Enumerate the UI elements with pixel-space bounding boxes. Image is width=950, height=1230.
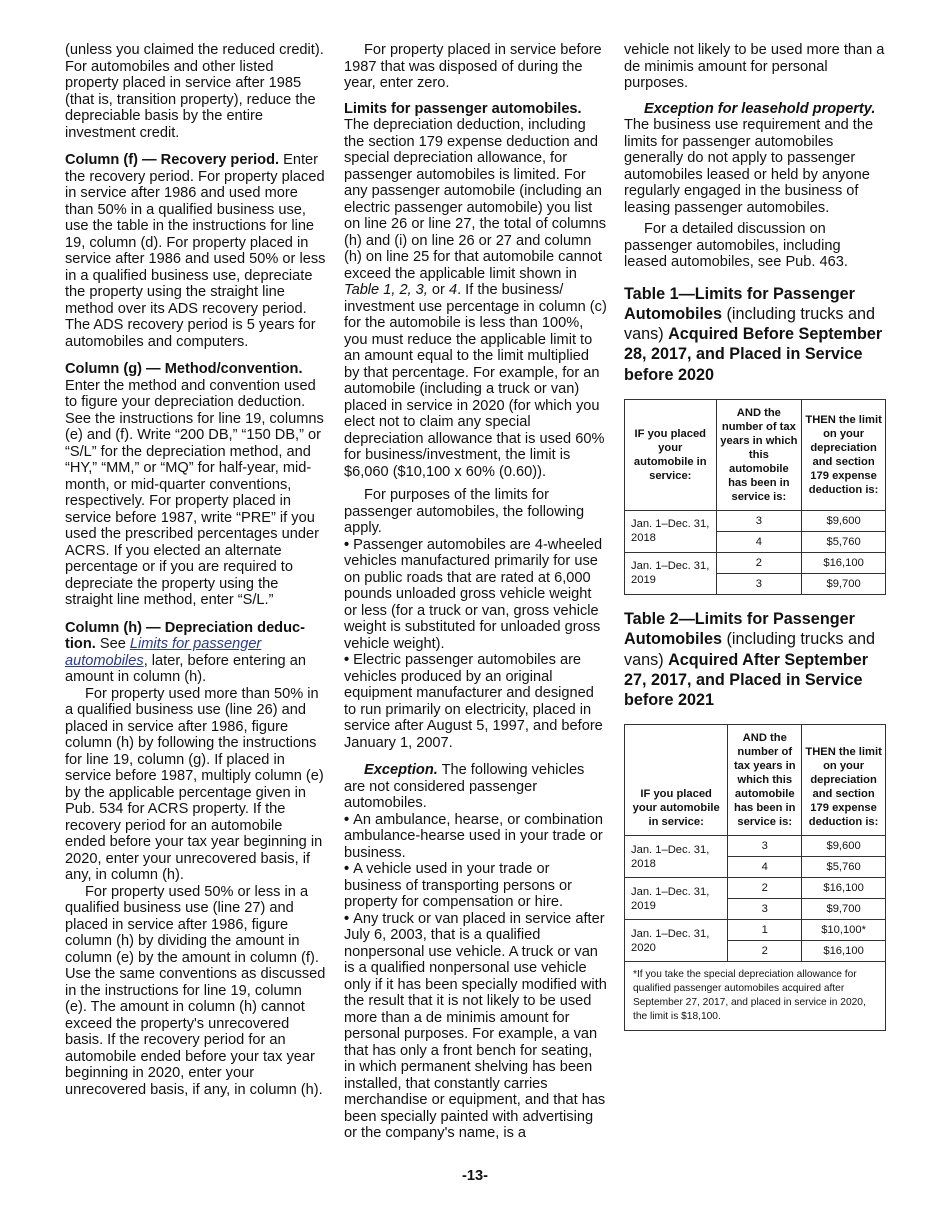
bullet-text: A vehicle used in your trade or business of transporting persons or property for compensation or hire. — [344, 861, 572, 910]
bullet-text: An ambulance, hearse, or combination ambulance-hearse used in your trade or business. — [344, 811, 603, 861]
column-h-see: See — [95, 636, 130, 652]
page-number: -13- — [462, 1168, 488, 1184]
leasehold-section — [624, 101, 886, 217]
table-2-title — [624, 609, 886, 710]
column-f-heading: Column (f) — Recovery period. — [65, 152, 280, 168]
table-2-title-c: Acquired After September 27, 2017, and Placed in Service before 2021 — [624, 650, 869, 710]
exception-section — [344, 762, 607, 812]
table-2-years-cell: 3 — [728, 836, 802, 857]
column-g-text: Enter the method and convention used to figure your depreciation deduction. See the instructions for line 19, columns (e) and (f). Write “200 DB,” “150 DB,” or “S/L” for the depreciation method, and “HY,” “MM,” or “MQ” for half-year, mid-month, or mid-quarter conventions, respectively. For property placed in service before 1987, write “PRE” if you used the prescribed percentages under ACRS. If you elected an alternate percentage or if you are required to depreciate the property using the straight line method, enter “S/L.” — [65, 377, 324, 608]
paragraph-transition-property: (unless you claimed the reduced credit). For automobiles and other listed property placed in service after 1985 (that is, transition property), reduce the depreciable basis by the entire investment credit. — [65, 42, 324, 141]
table-1-header-placed: IF you placed your automobile in service: — [625, 399, 717, 510]
table-2-years-cell: 4 — [728, 857, 802, 878]
limits-section — [344, 101, 607, 481]
table-2-limit-cell: $10,100* — [802, 920, 886, 941]
bullet-truck-van — [344, 911, 607, 1142]
paragraph-detailed-discussion: For a detailed discussion on passenger automobiles, including leased automobiles, see Pub. 463. — [624, 221, 848, 270]
table-2-footnote: *If you take the special depreciation allowance for qualified passenger automobiles acquired after September 27, 2017, and placed in service in 2020, the limit is $18,100. — [624, 962, 886, 1031]
table-2-years-cell: 3 — [728, 899, 802, 920]
table-2-year: Jan. 1–Dec. 31, 2020 — [625, 920, 728, 962]
column-g-section — [65, 361, 327, 609]
table-2-limit-cell: $16,100 — [802, 941, 886, 962]
table-1-year: Jan. 1–Dec. 31, 2018 — [625, 510, 717, 552]
bullet-passenger-automobiles — [344, 537, 607, 653]
limits-table-ref: Table 1, 2, 3, — [344, 282, 428, 298]
column-f-section — [65, 152, 327, 350]
table-2 — [624, 724, 886, 962]
table-1-title-c: Acquired Before September 28, 2017, and Placed in Service before 2020 — [624, 325, 883, 384]
bullet-text: Electric passenger automobiles are vehicles produced by an original equipment manufacturer and designed to run primarily on electricity, placed in service after August 5, 1997, and before January 1, 2007. — [344, 652, 603, 751]
table-2-title-a: Table 2—Limits for Passenger Automobiles — [624, 609, 855, 649]
table-1-years-cell: 3 — [716, 510, 802, 531]
exception-heading: Exception. — [364, 762, 438, 778]
table-1-title-a: Table 1—Limits for Passenger Automobiles — [624, 284, 855, 323]
bullet-electric-automobiles — [344, 652, 607, 751]
bullet-dot: • — [344, 652, 350, 668]
table-1-years-cell: 3 — [716, 573, 802, 594]
leasehold-heading: Exception for leasehold property. — [644, 100, 876, 117]
column-h-rest: , later, before entering an amount in column (h). — [65, 652, 306, 685]
paragraph-de-minimis: vehicle not likely to be used more than a de minimis amount for personal purposes. — [624, 42, 885, 91]
column-3 — [624, 42, 886, 1031]
column-1 — [65, 42, 327, 1098]
bullet-transport-vehicle — [344, 861, 607, 911]
table-2-limit-cell: $16,100 — [802, 878, 886, 899]
paragraph-purposes: For purposes of the limits for passenger automobiles, the following apply. — [344, 487, 585, 536]
table-1-limit-cell: $5,760 — [802, 531, 886, 552]
limits-heading: Limits for passenger automobiles. — [344, 100, 582, 117]
limits-text-a: The depreciation deduction, including the section 179 expense deduction and special depreciation allowance, for passenger automobiles is limited. For any passenger automobile (including an electric passenger automobile) you list on line 26 or line 27, the total of columns (h) and (i) on line 26 or 27 and column (h) on line 25 for that automobile cannot exceed the applicable limit shown in — [344, 117, 607, 282]
column-f-text: Enter the recovery period. For property placed in service after 1986 and used more than 50% in a qualified business use, use the table in the instructions for line 19, column (d). For property placed in service after 1986 and used 50% or less in a qualified business use, depreciate the property using the straight line method over its ADS recovery period. The ADS recovery period is 5 years for automobiles and computers. — [65, 152, 326, 350]
table-2-year: Jan. 1–Dec. 31, 2018 — [625, 836, 728, 878]
table-1-years-cell: 4 — [716, 531, 802, 552]
column-h-section — [65, 620, 327, 686]
bullet-dot: • — [344, 536, 350, 553]
bullet-dot: • — [344, 910, 350, 927]
table-1-title — [624, 284, 886, 385]
limits-table-4-ref: 4 — [448, 282, 458, 298]
table-1-year: Jan. 1–Dec. 31, 2019 — [625, 552, 717, 594]
table-2-years-cell: 2 — [728, 941, 802, 962]
column-g-heading: Column (g) — Method/convention. — [65, 361, 303, 377]
paragraph-pre-1987: For property placed in service before 1987 that was disposed of during the year, enter zero. — [344, 42, 602, 91]
bullet-dot: • — [344, 861, 350, 877]
table-2-limit-cell: $9,600 — [802, 836, 886, 857]
table-2-limit-cell: $5,760 — [802, 857, 886, 878]
bullet-ambulance — [344, 812, 607, 862]
table-2-header-placed: IF you placed your automobile in service: — [625, 725, 728, 836]
limits-passenger-automobiles-link[interactable]: Limits for passenger automobiles — [65, 636, 262, 669]
leasehold-text: The business use requirement and the limits for passenger automobiles generally do not apply to passenger automobiles leased or held by anyone regularly engaged in the business of leasing passenger automobiles. — [624, 117, 874, 216]
table-1-header-years: AND the number of tax years in which this automobile has been in service is: — [716, 399, 802, 510]
table-1-limit-cell: $9,700 — [802, 573, 886, 594]
paragraph-50-or-less: For property used 50% or less in a qualified business use (line 27) and placed in service after 1986, figure column (h) by dividing the amount in column (e) by the amount in column (f). Use the same conventions as discussed in the instructions for line 19, column (e). The amount in column (h) cannot exceed the property's unrecovered basis. If the recovery period for an automobile ended before your tax year beginning in 2020, enter your unrecovered basis, if any, in column (h). — [65, 883, 326, 1098]
table-2-years-cell: 1 — [728, 920, 802, 941]
table-1-limit-cell: $9,600 — [802, 510, 886, 531]
table-2-limit-cell: $9,700 — [802, 899, 886, 920]
column-2 — [344, 42, 607, 1142]
bullet-text: Any truck or van placed in service after July 6, 2003, that is a qualified nonpersonal use vehicle. A truck or van is a qualified nonpersonal use vehicle only if it has been specially modified with the result that it is not likely to be used more than a de minimis amount for personal purposes. For example, a van that has only a front bench for seating, in which permanent shelving has been installed, that constantly carries merchandise or equipment, and that has been specially painted with advertising or the company's name, is a — [344, 910, 607, 1141]
table-1-years-cell: 2 — [716, 552, 802, 573]
table-1-header-limit: THEN the limit on your depreciation and section 179 expense deduction is: — [802, 399, 886, 510]
paragraph-more-than-50: For property used more than 50% in a qualified business use (line 26) and placed in service after 1986, figure column (h) by following the instructions for line 19, column (g). If placed in service before 1987, multiply column (e) by the applicable percentage given in Pub. 534 for ACRS property. If the recovery period for an automobile ended before your tax year beginning in 2020, enter your unrecovered basis, if any, in column (h). — [65, 685, 324, 883]
column-h-heading: Column (h) — Depreciation deduc- tion. — [65, 619, 305, 652]
table-2-title-b: (including trucks and vans) — [624, 630, 875, 669]
table-1 — [624, 399, 886, 595]
bullet-dot: • — [344, 811, 350, 828]
table-2-header-limit: THEN the limit on your depreciation and section 179 expense deduction is: — [802, 725, 886, 836]
table-2-years-cell: 2 — [728, 878, 802, 899]
limits-text-b: . If the business/ investment use percentage in column (c) for the automobile is less than 100%, you must reduce the applicable limit to an amount equal to the limit multiplied by that percentage. For example, for an automobile (including a truck or van) placed in service in 2020 (for which you elect not to claim any special depreciation allowance that is used 60% for business/investment, the limit is $6,060 ($10,100 x 60% (0.60)). — [344, 282, 607, 480]
table-2-header-years: AND the number of tax years in which this automobile has been in service is: — [728, 725, 802, 836]
bullet-text: Passenger automobiles are 4-wheeled vehicles manufactured primarily for use on public roads that are rated at 6,000 pounds unloaded gross vehicle weight or less (for a truck or van, gross vehicle weight is substituted for unloaded gross vehicle weight). — [344, 536, 603, 652]
table-2-year: Jan. 1–Dec. 31, 2019 — [625, 878, 728, 920]
table-1-title-b: (including trucks and vans) — [624, 304, 875, 344]
exception-text: The following vehicles are not considered passenger automobiles. — [344, 762, 585, 811]
table-1-limit-cell: $16,100 — [802, 552, 886, 573]
limits-or: or — [427, 282, 449, 298]
